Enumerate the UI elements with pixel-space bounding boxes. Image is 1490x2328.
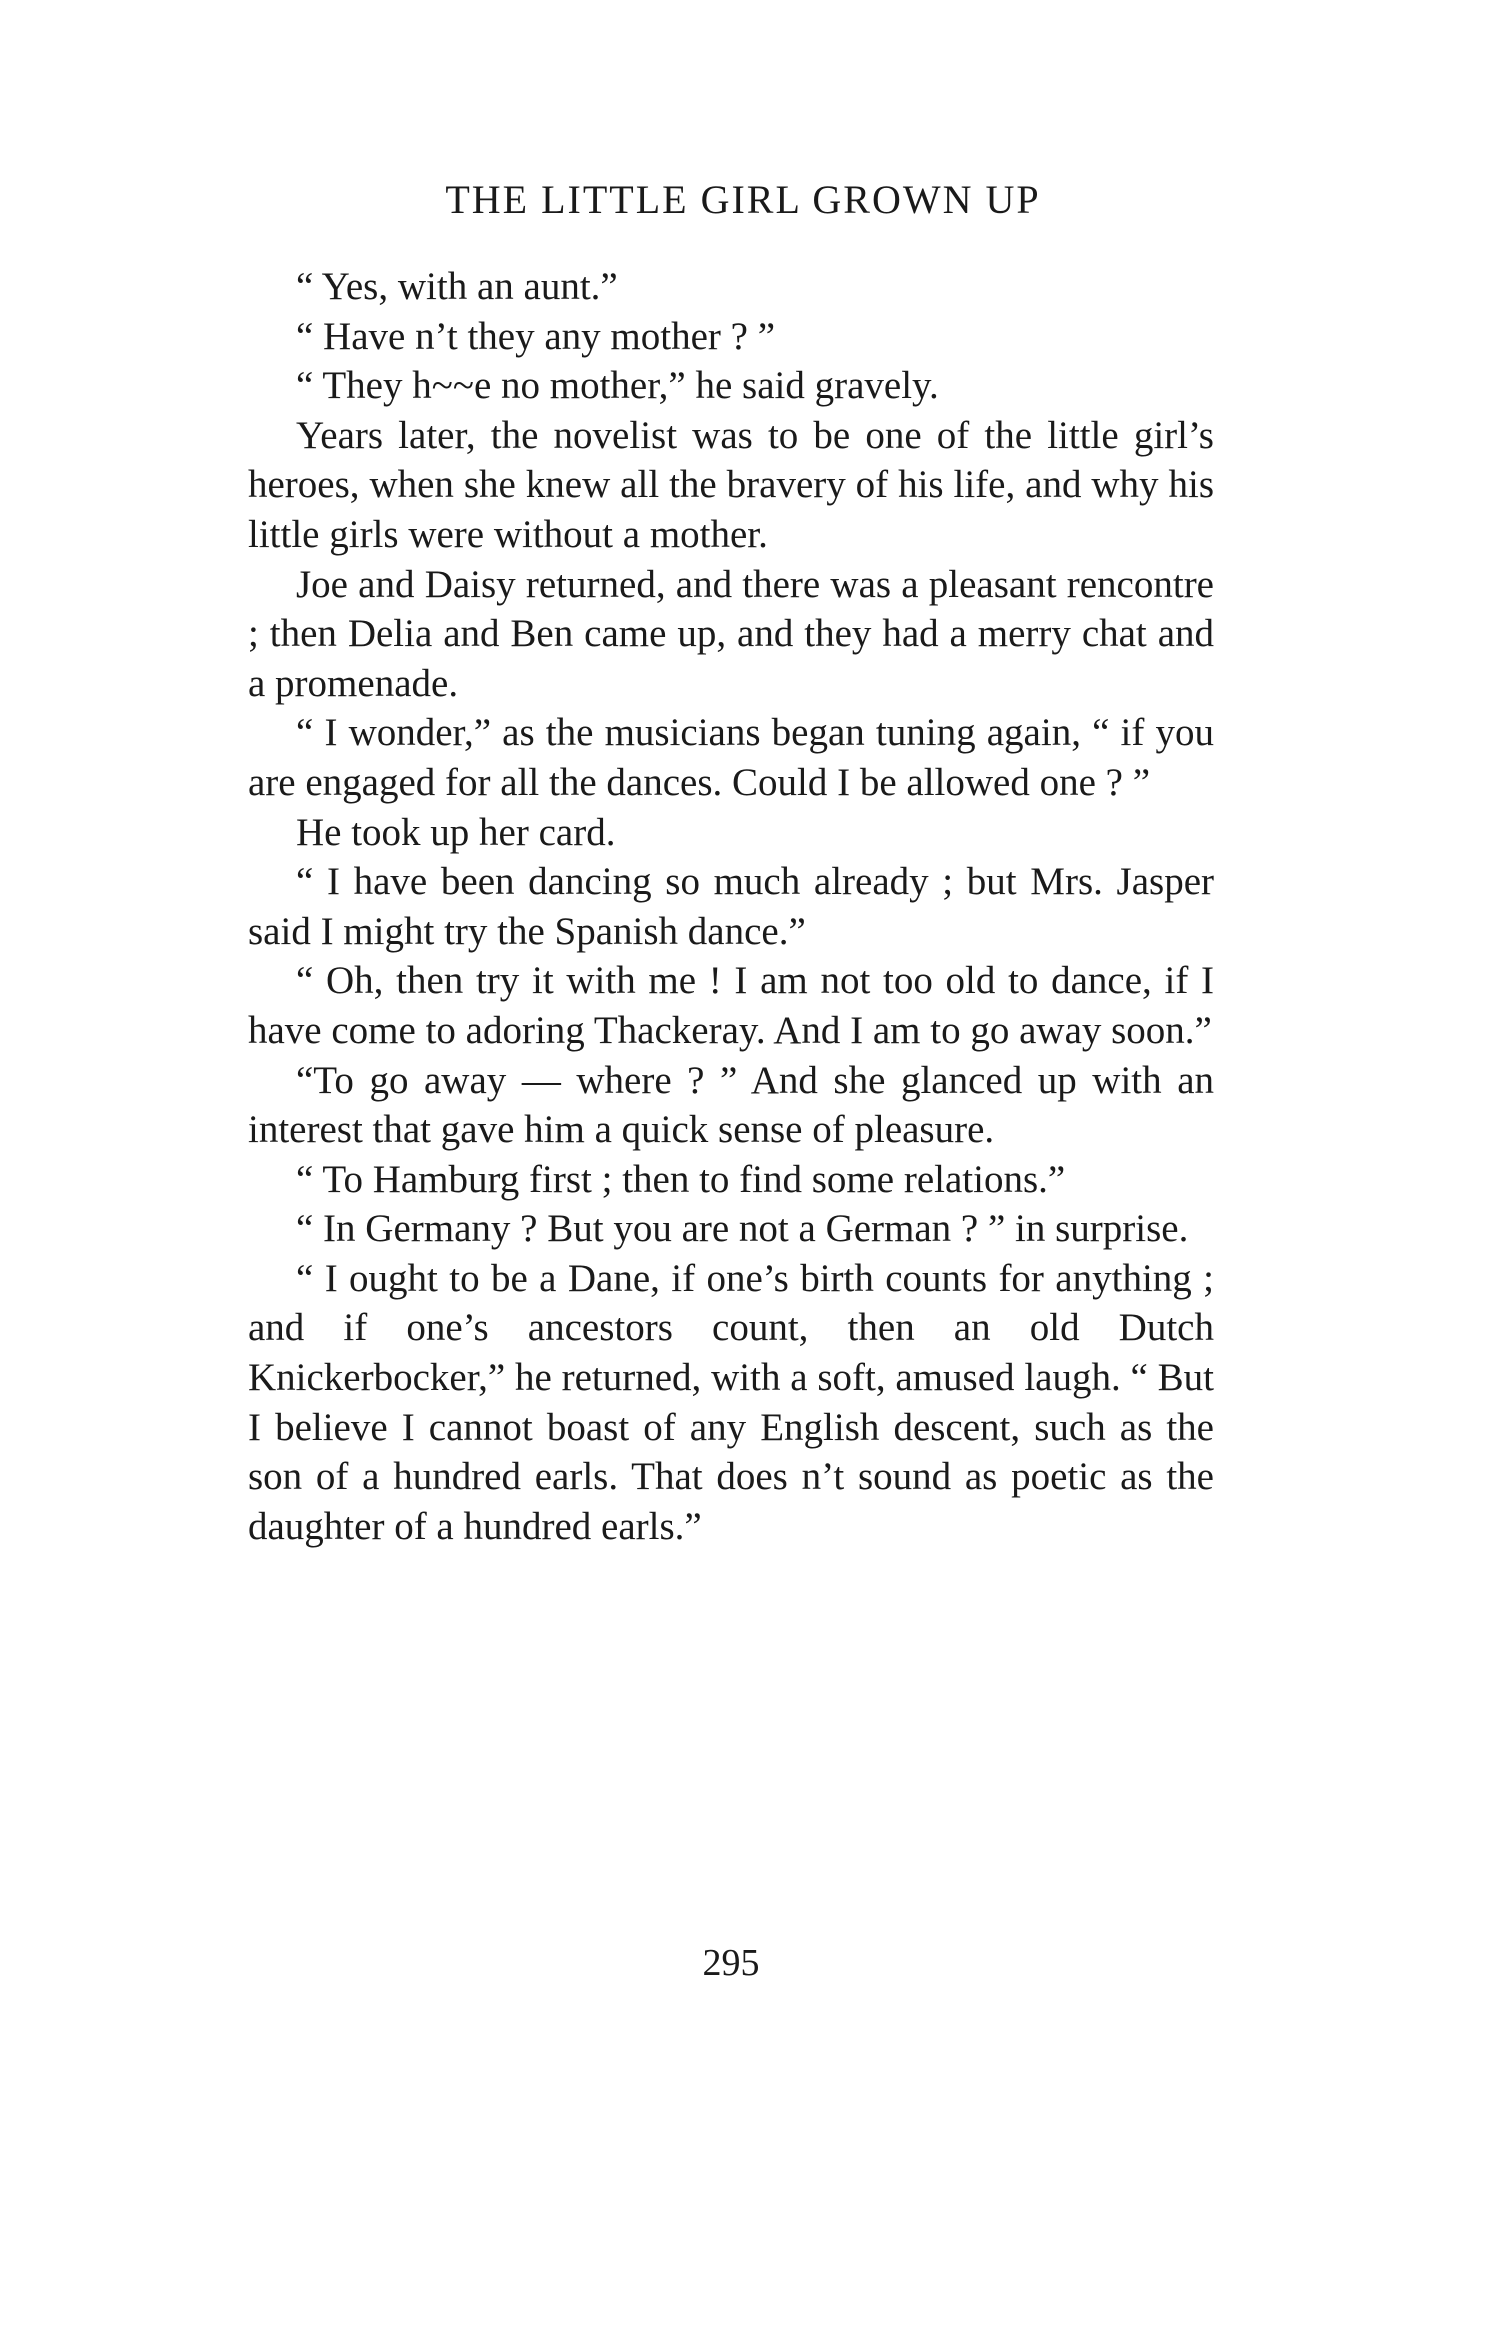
paragraph: “ Oh, then try it with me ! I am not too old to dance, if I have come to adoring Thackeray. And I am to go away soon.” — [248, 959, 1214, 1052]
paragraph: “ Yes, with an aunt.” — [296, 265, 618, 308]
paragraph: “To go away — where ? ” And she glanced up with an interest that gave him a quick sense of pleasure. — [248, 1058, 1214, 1152]
paragraph: Joe and Daisy returned, and there was a pleasant rencontre ; then Delia and Ben came up, and they had a merry chat and a promenade. — [248, 562, 1214, 705]
paragraph: “ I have been dancing so much already ; but Mrs. Jasper said I might try the Spanish dance.” — [248, 860, 1214, 953]
page-number: 295 — [702, 1942, 760, 1984]
paragraph: Years later, the novelist was to be one of the little girl’s heroes, when she knew all the bravery of his life, and why his little girls were without a mother. — [248, 413, 1214, 556]
paragraph: He took up her card. — [296, 810, 616, 854]
body-text — [248, 262, 1214, 1551]
paragraph: “ They h~~e no mother,” he said gravely. — [296, 364, 939, 408]
paragraph: “ I wonder,” as the musicians began tuning again, “ if you are engaged for all the dances. Could I be allowed one ? ” — [248, 711, 1214, 804]
paragraph: “ I ought to be a Dane, if one’s birth counts for anything ; and if one’s ancestors count, then an old Dutch Knickerbocker,” he returned, with a soft, amused laugh. “ But I believe I cannot boast of any English descent, such as the son of a hundred earls. That does n’t sound as poetic as the daughter of a hundred earls.” — [248, 1256, 1214, 1548]
running-head: THE LITTLE GIRL GROWN UP — [445, 177, 1041, 222]
paragraph: “ To Hamburg first ; then to find some relations.” — [296, 1157, 1066, 1201]
paragraph: “ In Germany ? But you are not a German ? ” in surprise. — [296, 1207, 1189, 1251]
paragraph: “ Have n’t they any mother ? ” — [296, 314, 776, 358]
